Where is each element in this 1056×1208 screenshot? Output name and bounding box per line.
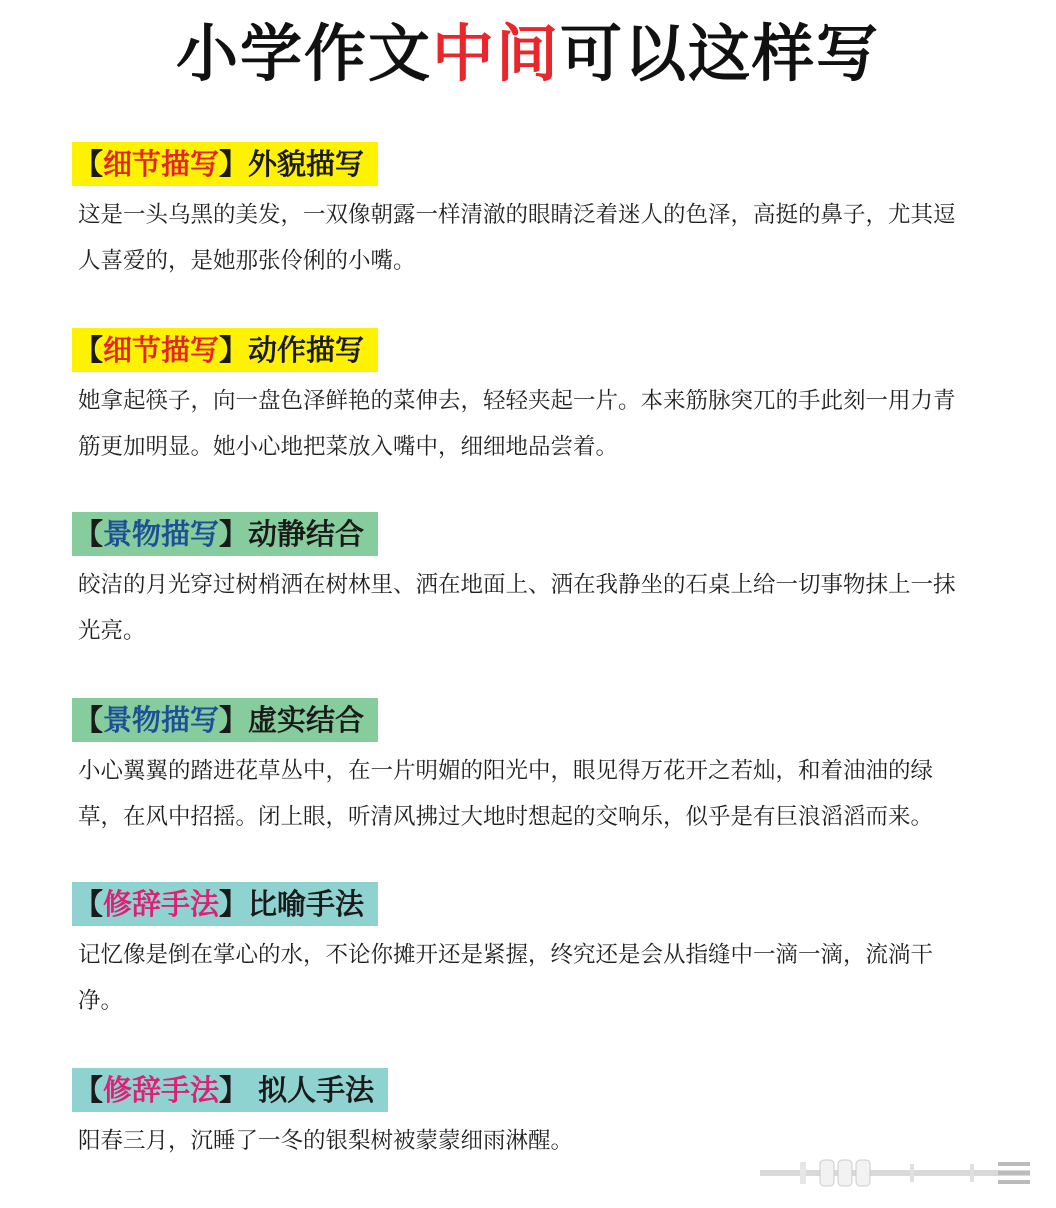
watermark-icon bbox=[760, 1158, 1032, 1188]
section-text: 这是一头乌黑的美发，一双像朝露一样清澈的眼睛泛着迷人的色泽，高挺的鼻子，尤其逗人喜爱的，是她那张伶俐的小嘴。 bbox=[78, 202, 956, 274]
section-text: 小心翼翼的踏进花草丛中，在一片明媚的阳光中，眼见得万花开之若灿，和着油油的绿草，在风中招摇。闭上眼，听清风拂过大地时想起的交响乐，似乎是有巨浪滔滔而来。 bbox=[78, 758, 934, 830]
tag-open-bracket: 【 bbox=[74, 333, 104, 367]
tag-open-bracket: 【 bbox=[74, 887, 104, 921]
tag-close-bracket: 】 bbox=[219, 887, 249, 921]
title-part-1: 小学作文 bbox=[175, 17, 432, 90]
tag-open-bracket: 【 bbox=[74, 147, 104, 181]
section-appearance bbox=[72, 142, 972, 284]
tag-close-bracket: 】 bbox=[219, 1073, 249, 1107]
tag-category: 修辞手法 bbox=[103, 887, 220, 921]
tag-category: 景物描写 bbox=[103, 703, 220, 737]
title-part-2: 可以这样写 bbox=[560, 17, 881, 90]
tag-open-bracket: 【 bbox=[74, 517, 104, 551]
title-highlight: 中间 bbox=[431, 17, 560, 90]
tag-subtitle: 外貌描写 bbox=[248, 147, 365, 181]
section-text: 阳春三月，沉睡了一冬的银梨树被蒙蒙细雨淋醒。 bbox=[78, 1128, 574, 1154]
tag-subtitle: 虚实结合 bbox=[248, 703, 365, 737]
page-title bbox=[0, 14, 1056, 94]
tag-subtitle: 动作描写 bbox=[248, 333, 365, 367]
tag-close-bracket: 】 bbox=[219, 147, 249, 181]
section-action bbox=[72, 328, 972, 470]
section-tag bbox=[72, 698, 378, 742]
section-text: 皎洁的月光穿过树梢洒在树林里、洒在地面上、洒在我静坐的石桌上给一切事物抹上一抹光亮。 bbox=[78, 572, 956, 644]
tag-subtitle: 拟人手法 bbox=[248, 1073, 375, 1107]
section-text: 她拿起筷子，向一盘色泽鲜艳的菜伸去，轻轻夹起一片。本来筋脉突兀的手此刻一用力青筋更加明显。她小心地把菜放入嘴中，细细地品尝着。 bbox=[78, 388, 956, 460]
tag-category: 细节描写 bbox=[103, 333, 220, 367]
section-tag bbox=[72, 512, 378, 556]
tag-subtitle: 动静结合 bbox=[248, 517, 365, 551]
tag-close-bracket: 】 bbox=[219, 517, 249, 551]
section-tag bbox=[72, 1068, 388, 1112]
tag-category: 细节描写 bbox=[103, 147, 220, 181]
section-personification bbox=[72, 1068, 972, 1164]
tag-subtitle: 比喻手法 bbox=[248, 887, 365, 921]
section-tag bbox=[72, 328, 378, 372]
tag-close-bracket: 】 bbox=[219, 703, 249, 737]
section-tag bbox=[72, 142, 378, 186]
tag-close-bracket: 】 bbox=[219, 333, 249, 367]
tag-open-bracket: 【 bbox=[74, 1073, 104, 1107]
section-tag bbox=[72, 882, 378, 926]
tag-category: 修辞手法 bbox=[103, 1073, 220, 1107]
section-text: 记忆像是倒在掌心的水，不论你摊开还是紧握，终究还是会从指缝中一滴一滴，流淌干净。 bbox=[78, 942, 934, 1014]
section-motion-stillness bbox=[72, 512, 972, 654]
section-real-imaginary bbox=[72, 698, 972, 840]
tag-open-bracket: 【 bbox=[74, 703, 104, 737]
section-metaphor bbox=[72, 882, 972, 1024]
tag-category: 景物描写 bbox=[103, 517, 220, 551]
